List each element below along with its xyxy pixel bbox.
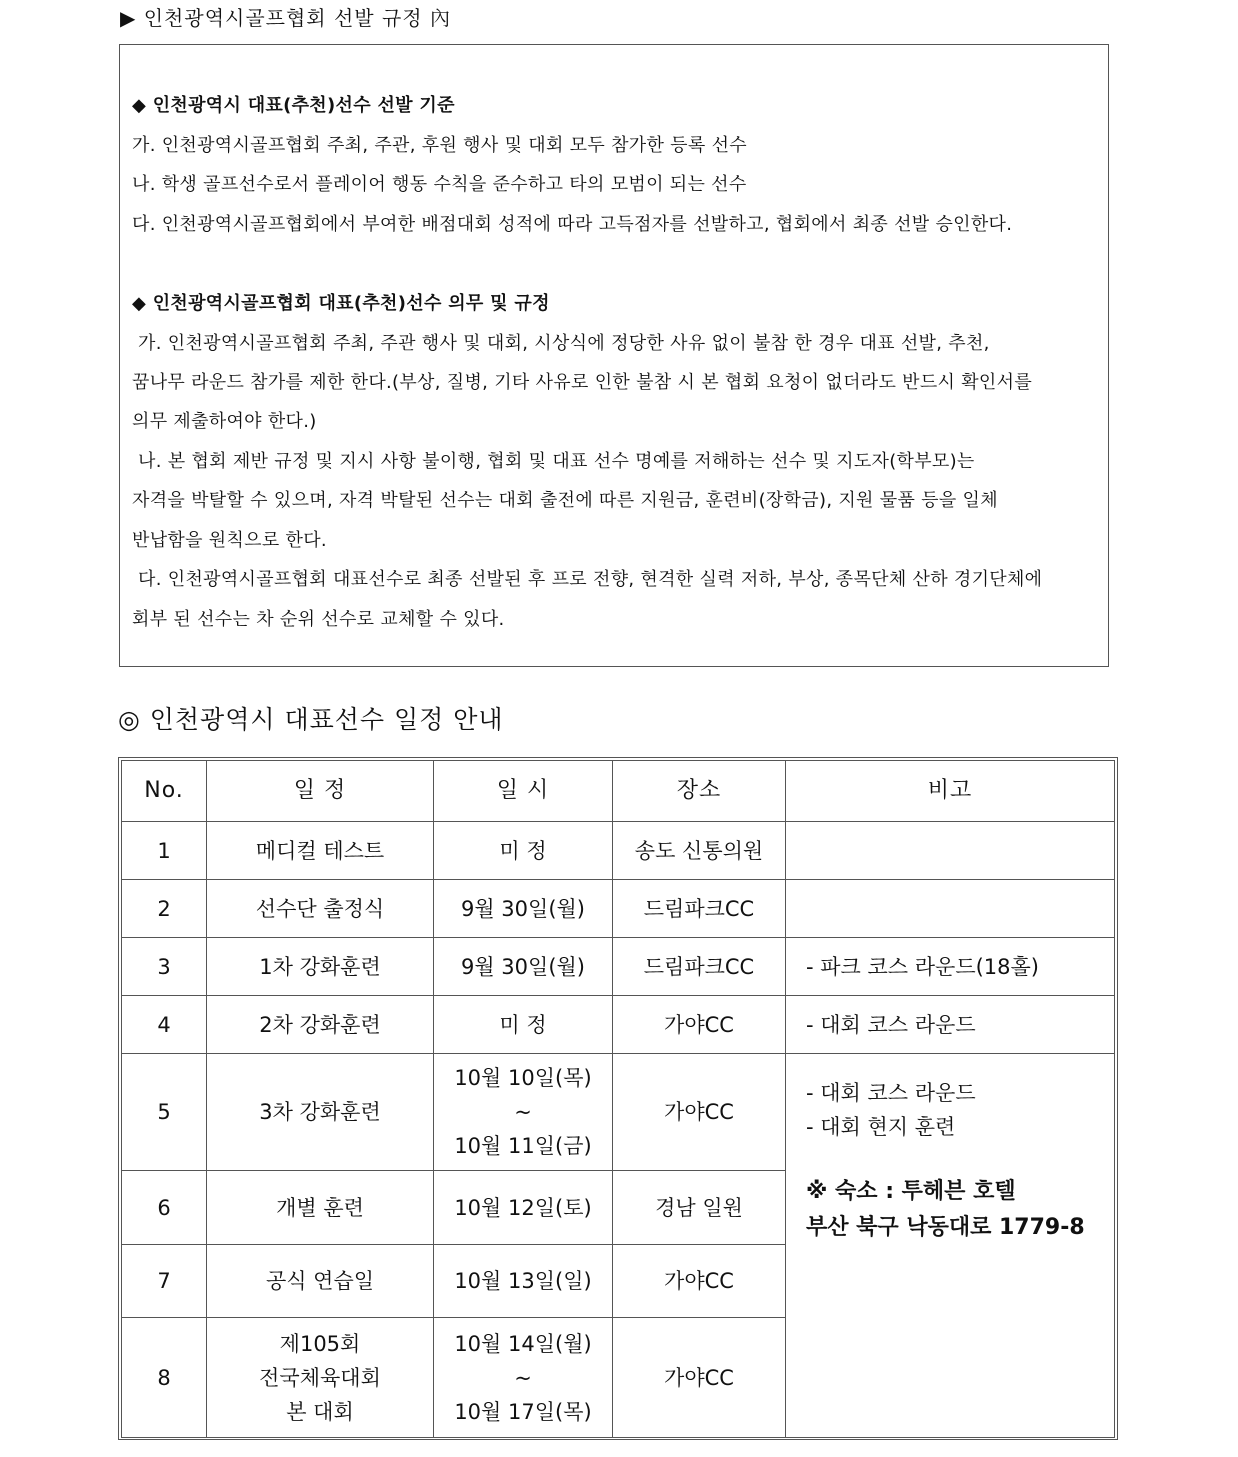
cell-datetime: 9월 30일(월) [434,880,613,938]
criteria-title: ◆ 인천광역시 대표(추천)선수 선발 기준 [132,95,455,116]
table-row [122,1054,1115,1171]
date-end: 10월 11일(금) [454,1134,592,1158]
duties-line: 나. 본 협회 제반 규정 및 지시 사항 불이행, 협회 및 대표 선수 명예를 저해하는 선수 및 지도자(학부모)는 [132,451,975,472]
cell-no: 7 [122,1245,207,1318]
header-no: No. [122,761,207,822]
date-start: 10월 14일(월) [454,1331,592,1356]
duties-line: 자격을 박탈할 수 있으며, 자격 박탈된 선수는 대회 출전에 따른 지원금, 훈련비(장학금), 지원 물품 등을 일체 [132,490,998,511]
lodging-address: 부산 북구 낙동대로 1779-8 [806,1215,1085,1240]
date-range-sep: ~ [514,1365,532,1390]
table-row [122,822,1115,880]
cell-schedule: 1차 강화훈련 [207,938,434,996]
note-line: - 대회 현지 훈련 [806,1115,956,1139]
schedule-table [121,760,1115,1438]
criteria-line: 다. 인천광역시골프협회에서 부여한 배점대회 성적에 따라 고득점자를 선발하고, 협회에서 최종 선발 승인한다. [132,214,1013,235]
header-place: 장소 [613,761,786,822]
cell-schedule: 2차 강화훈련 [207,996,434,1054]
cell-schedule: 3차 강화훈련 [207,1054,434,1171]
cell-no: 4 [122,996,207,1054]
schedule-table-frame [118,757,1118,1440]
header-schedule: 일 정 [207,761,434,822]
cell-place: 경남 일원 [613,1171,786,1245]
cell-no: 3 [122,938,207,996]
event-line: 제105회 [279,1331,361,1356]
section-heading-selection-rules: ▶ 인천광역시골프협회 선발 규정 內 [120,6,451,30]
cell-schedule: 개별 훈련 [207,1171,434,1245]
cell-datetime: 미 정 [434,822,613,880]
table-row [122,996,1115,1054]
cell-datetime: 미 정 [434,996,613,1054]
table-row [122,938,1115,996]
cell-no: 2 [122,880,207,938]
duties-line: 회부 된 선수는 차 순위 선수로 교체할 수 있다. [132,609,505,630]
cell-place: 가야CC [613,1245,786,1318]
duties-line: 다. 인천광역시골프협회 대표선수로 최종 선발된 후 프로 전향, 현격한 실력 저하, 부상, 종목단체 산하 경기단체에 [132,569,1043,590]
cell-place: 가야CC [613,996,786,1054]
event-line: 전국체육대회 [259,1365,381,1390]
duties-line: 가. 인천광역시골프협회 주최, 주관 행사 및 대회, 시상식에 정당한 사유 없이 불참 한 경우 대표 선발, 추천, [132,333,990,354]
cell-note [786,822,1115,880]
duties-line: 반납함을 원칙으로 한다. [132,530,327,551]
date-start: 10월 10일(목) [454,1066,592,1090]
note-line: - 대회 코스 라운드 [806,1081,976,1105]
cell-datetime: 9월 30일(월) [434,938,613,996]
cell-no: 1 [122,822,207,880]
header-datetime: 일 시 [434,761,613,822]
table-header-row [122,761,1115,822]
cell-no: 5 [122,1054,207,1171]
cell-no: 8 [122,1318,207,1438]
section-heading-schedule: ◎ 인천광역시 대표선수 일정 안내 [118,705,504,734]
cell-note [786,880,1115,938]
cell-datetime [434,1054,613,1171]
criteria-line: 나. 학생 골프선수로서 플레이어 행동 수칙을 준수하고 타의 모범이 되는 선수 [132,174,747,195]
lodging-name: ※ 숙소 : 투헤븐 호텔 [806,1179,1016,1204]
cell-place: 가야CC [613,1054,786,1171]
cell-place: 드림파크CC [613,880,786,938]
date-range-sep: ~ [514,1100,532,1124]
selection-rules-box [119,44,1109,667]
cell-note-merged [786,1054,1115,1438]
cell-place: 송도 신통의원 [613,822,786,880]
table-row [122,880,1115,938]
cell-datetime: 10월 12일(토) [434,1171,613,1245]
header-note: 비고 [786,761,1115,822]
cell-schedule: 메디컬 테스트 [207,822,434,880]
event-line: 본 대회 [286,1399,354,1424]
duties-line: 꿈나무 라운드 참가를 제한 한다.(부상, 질병, 기타 사유로 인한 불참 시 본 협회 요청이 없더라도 반드시 확인서를 [132,372,1033,393]
cell-note: - 파크 코스 라운드(18홀) [786,938,1115,996]
cell-note: - 대회 코스 라운드 [786,996,1115,1054]
cell-place: 드림파크CC [613,938,786,996]
cell-no: 6 [122,1171,207,1245]
cell-schedule: 선수단 출정식 [207,880,434,938]
cell-datetime [434,1318,613,1438]
criteria-line: 가. 인천광역시골프협회 주최, 주관, 후원 행사 및 대회 모두 참가한 등록 선수 [132,135,747,156]
cell-place: 가야CC [613,1318,786,1438]
cell-schedule: 공식 연습일 [207,1245,434,1318]
duties-title: ◆ 인천광역시골프협회 대표(추천)선수 의무 및 규정 [132,293,550,314]
duties-line: 의무 제출하여야 한다.) [132,411,317,432]
date-end: 10월 17일(목) [454,1399,592,1424]
cell-datetime: 10월 13일(일) [434,1245,613,1318]
cell-schedule [207,1318,434,1438]
